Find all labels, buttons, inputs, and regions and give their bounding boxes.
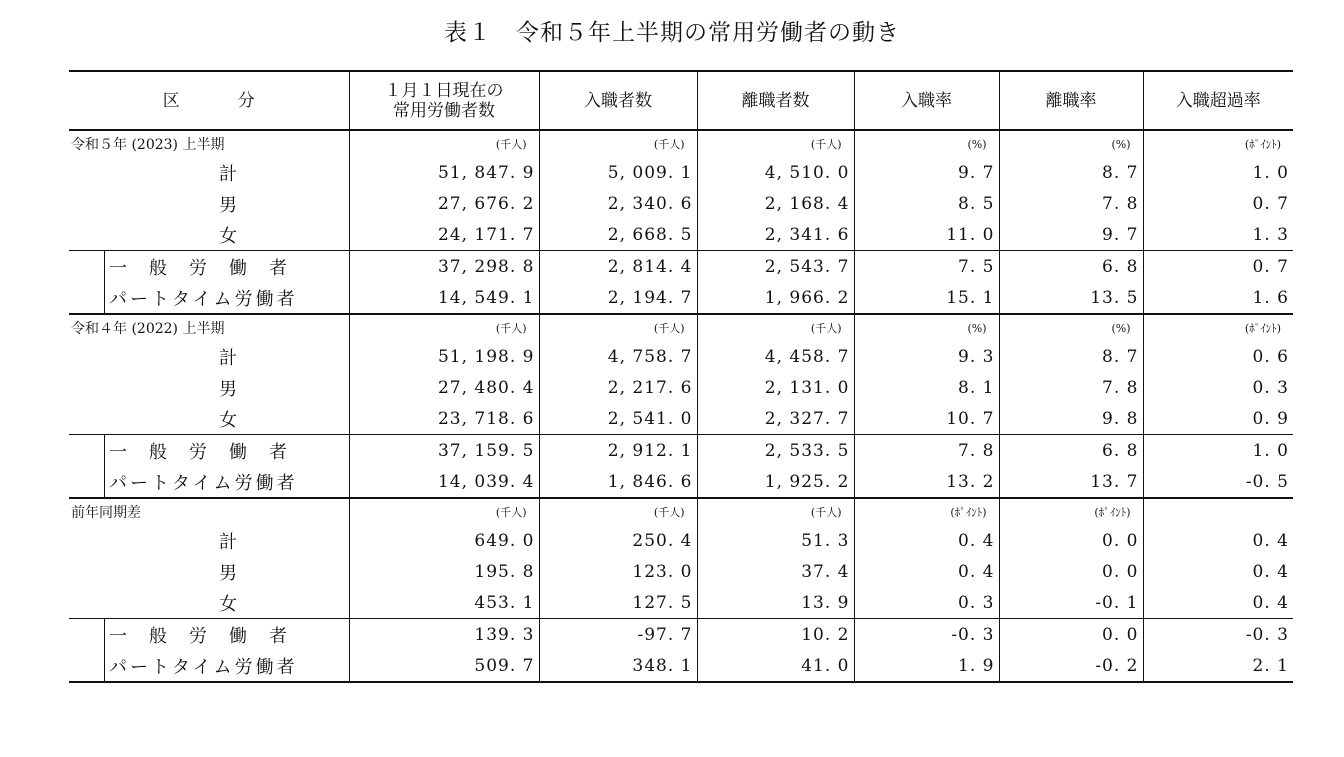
value-cell: 250. 4 [539,525,697,556]
value-cell: 6. 8 [999,435,1143,467]
table-row [69,556,1293,587]
value-cell: 0. 3 [1252,377,1289,398]
value-cell: 41. 0 [697,650,854,682]
unit-label: (%) [999,314,1143,341]
row-label-cell [69,466,349,498]
table-row [69,341,1293,372]
value-cell: 348. 1 [539,650,697,682]
row-label: 計 [219,163,237,185]
value-cell: 2, 912. 1 [539,435,697,467]
value-cell: 2, 168. 4 [697,188,854,219]
value-cell: 2, 533. 5 [697,435,854,467]
value-cell: 10. 7 [854,403,999,435]
section-heading-row [69,498,1293,525]
section-heading-row [69,314,1293,341]
table-row [69,435,1293,467]
value-cell: 4, 758. 7 [539,341,697,372]
value-cell: 37, 298. 8 [349,251,539,283]
table-row [69,619,1293,651]
unit-label: (千人) [349,498,539,525]
row-label: 女 [219,225,237,247]
row-label-text: パートタイム労働者 [109,288,298,310]
row-label-cell [69,157,349,188]
row-label-cell [69,650,349,682]
value-cell: 1, 925. 2 [697,466,854,498]
value-cell: 195. 8 [349,556,539,587]
value-cell: 453. 1 [349,587,539,619]
section-heading: 前年同期差 [69,498,349,525]
value-cell: 509. 7 [349,650,539,682]
value-cell: 0. 4 [854,556,999,587]
value-cell: 51. 3 [697,525,854,556]
value-cell: 0. 4 [854,525,999,556]
value-cell: 7. 8 [854,435,999,467]
row-label-cell [69,251,349,283]
row-label-text: パートタイム労働者 [109,472,298,494]
row-label-cell [69,341,349,372]
value-cell: 13. 7 [999,466,1143,498]
value-cell: 649. 0 [349,525,539,556]
value-cell: 5, 009. 1 [539,157,697,188]
value-cell: 2, 668. 5 [539,219,697,251]
value-cell: 51, 198. 9 [349,341,539,372]
value-cell: 27, 676. 2 [349,188,539,219]
unit-label: (%) [854,314,999,341]
value-cell: 9. 7 [999,219,1143,251]
section-heading: 令和５年 (2023) 上半期 [69,130,349,157]
table-row [69,466,1293,498]
value-cell: -0. 5 [1245,471,1289,492]
value-cell: 9. 7 [854,157,999,188]
value-cell: 7. 8 [999,372,1143,403]
table-row [69,587,1293,619]
value-cell: 27, 480. 4 [349,372,539,403]
row-label-worker-type [104,619,349,650]
value-cell: 0. 0 [999,619,1143,651]
row-label-worker-type [104,466,349,497]
header-separation-rate: 離職率 [999,71,1143,130]
value-cell: -97. 7 [539,619,697,651]
value-cell: 2, 340. 6 [539,188,697,219]
value-cell: 13. 2 [854,466,999,498]
value-cell: 2, 131. 0 [697,372,854,403]
row-label-text: パートタイム労働者 [109,656,298,678]
value-cell: 9. 3 [854,341,999,372]
unit-label [1143,498,1293,525]
row-label-cell [69,619,349,651]
header-kubun: 区 分 [69,71,349,130]
value-cell: 11. 0 [854,219,999,251]
header-excess-rate: 入職超過率 [1143,71,1293,130]
unit-label: (千人) [697,314,854,341]
row-label-text: 一般労働者 [109,625,309,647]
table-row [69,650,1293,682]
value-cell: 1. 9 [854,650,999,682]
value-cell: 139. 3 [349,619,539,651]
value-cell: 8. 5 [854,188,999,219]
unit-label: (千人) [539,498,697,525]
table-row [69,372,1293,403]
header-hire-rate: 入職率 [854,71,999,130]
row-label: 計 [219,347,237,369]
value-cell: 1. 6 [1252,287,1289,308]
row-label-cell [69,372,349,403]
value-cell: 127. 5 [539,587,697,619]
unit-label: (ﾎﾟｲﾝﾄ) [1244,322,1281,335]
value-cell: 0. 0 [999,556,1143,587]
row-label-worker-type [104,435,349,466]
value-cell: -0. 1 [999,587,1143,619]
value-cell: 0. 0 [999,525,1143,556]
header-workers-jan1: １月１日現在の 常用労働者数 [349,71,539,130]
value-cell: 23, 718. 6 [349,403,539,435]
value-cell: 13. 5 [999,282,1143,314]
value-cell: 0. 7 [1143,251,1293,283]
value-cell: 2. 1 [1143,650,1293,682]
value-cell: 1. 0 [1143,435,1293,467]
value-cell: 15. 1 [854,282,999,314]
row-label-cell [69,282,349,314]
value-cell: 1. 0 [1252,162,1289,183]
value-cell: 0. 4 [1252,592,1289,613]
value-cell: 10. 2 [697,619,854,651]
value-cell: 24, 171. 7 [349,219,539,251]
value-cell: 2, 814. 4 [539,251,697,283]
header-hires: 入職者数 [539,71,697,130]
table-row [69,525,1293,556]
unit-label: (%) [854,130,999,157]
unit-label: (千人) [349,314,539,341]
value-cell: 13. 9 [697,587,854,619]
value-cell: 8. 7 [999,157,1143,188]
header-separations: 離職者数 [697,71,854,130]
row-label: 男 [219,378,237,400]
table-row [69,219,1293,251]
value-cell: 14, 039. 4 [349,466,539,498]
value-cell: 8. 1 [854,372,999,403]
row-label-cell [69,403,349,435]
value-cell: 0. 4 [1252,561,1289,582]
row-label-text: 一般労働者 [109,257,309,279]
value-cell: 0. 7 [1252,193,1289,214]
value-cell: -0. 3 [1143,619,1293,651]
value-cell: 9. 8 [999,403,1143,435]
row-label: 男 [219,194,237,216]
table-title: 表１ 令和５年上半期の常用労働者の動き [444,20,900,46]
value-cell: 51, 847. 9 [349,157,539,188]
table-row [69,251,1293,283]
unit-label: (ﾎﾟｲﾝﾄ) [1244,138,1281,151]
value-cell: 0. 6 [1252,346,1289,367]
row-label: 計 [219,531,237,553]
row-label: 女 [219,409,237,431]
row-label: 女 [219,593,237,615]
labor-movement-table [69,70,1293,683]
unit-label: (%) [999,130,1143,157]
unit-label: (千人) [349,130,539,157]
table-row [69,282,1293,314]
value-cell: 2, 543. 7 [697,251,854,283]
value-cell: 8. 7 [999,341,1143,372]
value-cell: 4, 458. 7 [697,341,854,372]
value-cell: -0. 2 [999,650,1143,682]
value-cell: 7. 5 [854,251,999,283]
row-label-cell [69,556,349,587]
header-row [69,71,1293,130]
value-cell: 0. 9 [1252,408,1289,429]
value-cell: 2, 327. 7 [697,403,854,435]
row-label-cell [69,219,349,251]
value-cell: 37. 4 [697,556,854,587]
value-cell: 2, 341. 6 [697,219,854,251]
value-cell: 14, 549. 1 [349,282,539,314]
table-row [69,188,1293,219]
row-label-worker-type [104,650,349,681]
unit-label: (千人) [697,130,854,157]
value-cell: 7. 8 [999,188,1143,219]
row-label-cell [69,188,349,219]
unit-label: (千人) [697,498,854,525]
unit-label: (ﾎﾟｲﾝﾄ) [999,498,1143,525]
row-label-worker-type [104,251,349,282]
value-cell: 123. 0 [539,556,697,587]
value-cell: 2, 541. 0 [539,403,697,435]
row-label-cell [69,525,349,556]
unit-label: (千人) [539,314,697,341]
table-row [69,157,1293,188]
value-cell: 1, 966. 2 [697,282,854,314]
row-label-cell [69,587,349,619]
value-cell: 2, 217. 6 [539,372,697,403]
value-cell: 1. 3 [1252,224,1289,245]
value-cell: 0. 4 [1252,530,1289,551]
value-cell: 2, 194. 7 [539,282,697,314]
value-cell: 1, 846. 6 [539,466,697,498]
value-cell: 37, 159. 5 [349,435,539,467]
unit-label: (ﾎﾟｲﾝﾄ) [854,498,999,525]
section-heading: 令和４年 (2022) 上半期 [69,314,349,341]
row-label-worker-type [104,282,349,313]
row-label-text: 一般労働者 [109,441,309,463]
value-cell: 0. 3 [854,587,999,619]
section-heading-row [69,130,1293,157]
row-label-cell [69,435,349,467]
value-cell: 4, 510. 0 [697,157,854,188]
row-label: 男 [219,562,237,584]
value-cell: -0. 3 [854,619,999,651]
table-row [69,403,1293,435]
unit-label: (千人) [539,130,697,157]
value-cell: 6. 8 [999,251,1143,283]
